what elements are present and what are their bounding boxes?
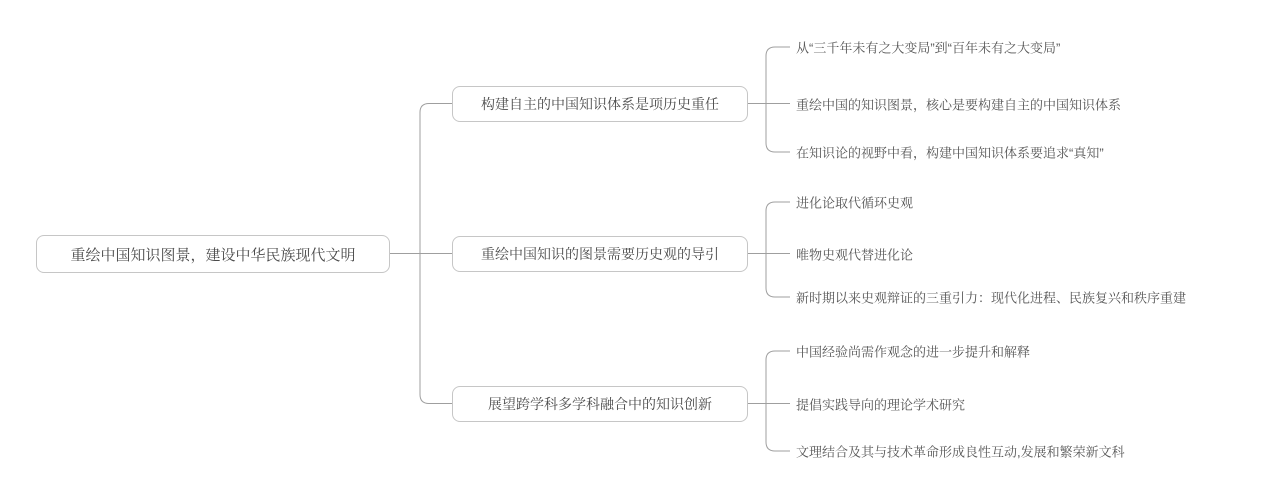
branch-node-1	[452, 86, 748, 122]
connector-root-branch3	[420, 254, 452, 404]
leaf-node-1-1: 从“三千年未有之大变局”到“百年未有之大变局”	[796, 40, 1061, 56]
leaf-node-1-3: 在知识论的视野中看，构建中国知识体系要追求“真知”	[796, 145, 1104, 161]
connector-b3-leaf1	[766, 351, 790, 404]
leaf-node-3-2: 提倡实践导向的理论学术研究	[796, 397, 966, 412]
connector-root-branch1	[420, 104, 452, 254]
branch-node-3	[452, 386, 748, 422]
leaf-node-2-1: 进化论取代循环史观	[796, 195, 914, 211]
connector-b1-leaf1	[766, 47, 790, 104]
connector-b2-leaf3	[766, 254, 790, 298]
root-node	[36, 235, 390, 273]
connector-b2-leaf1	[766, 202, 790, 254]
connector-b1-leaf3	[766, 104, 790, 153]
root-node-label: 重绘中国知识图景，建设中华民族现代文明	[70, 246, 356, 264]
connector-b3-leaf3	[766, 404, 790, 452]
leaf-node-1-2: 重绘中国的知识图景，核心是要构建自主的中国知识体系	[796, 97, 1122, 112]
branch-node-3-label: 展望跨学科多学科融合中的知识创新	[488, 396, 712, 412]
leaf-node-2-3: 新时期以来史观辩证的三重引力：现代化进程、民族复兴和秩序重建	[796, 290, 1187, 306]
branch-node-2	[452, 236, 748, 272]
leaf-node-3-3: 文理结合及其与技术革命形成良性互动,发展和繁荣新文科	[796, 444, 1125, 460]
branch-node-1-label: 构建自主的中国知识体系是项历史重任	[481, 96, 719, 112]
leaf-node-2-2: 唯物史观代替进化论	[796, 247, 914, 262]
branch-node-2-label: 重绘中国知识的图景需要历史观的导引	[481, 246, 719, 262]
leaf-node-3-1: 中国经验尚需作观念的进一步提升和解释	[796, 344, 1031, 360]
